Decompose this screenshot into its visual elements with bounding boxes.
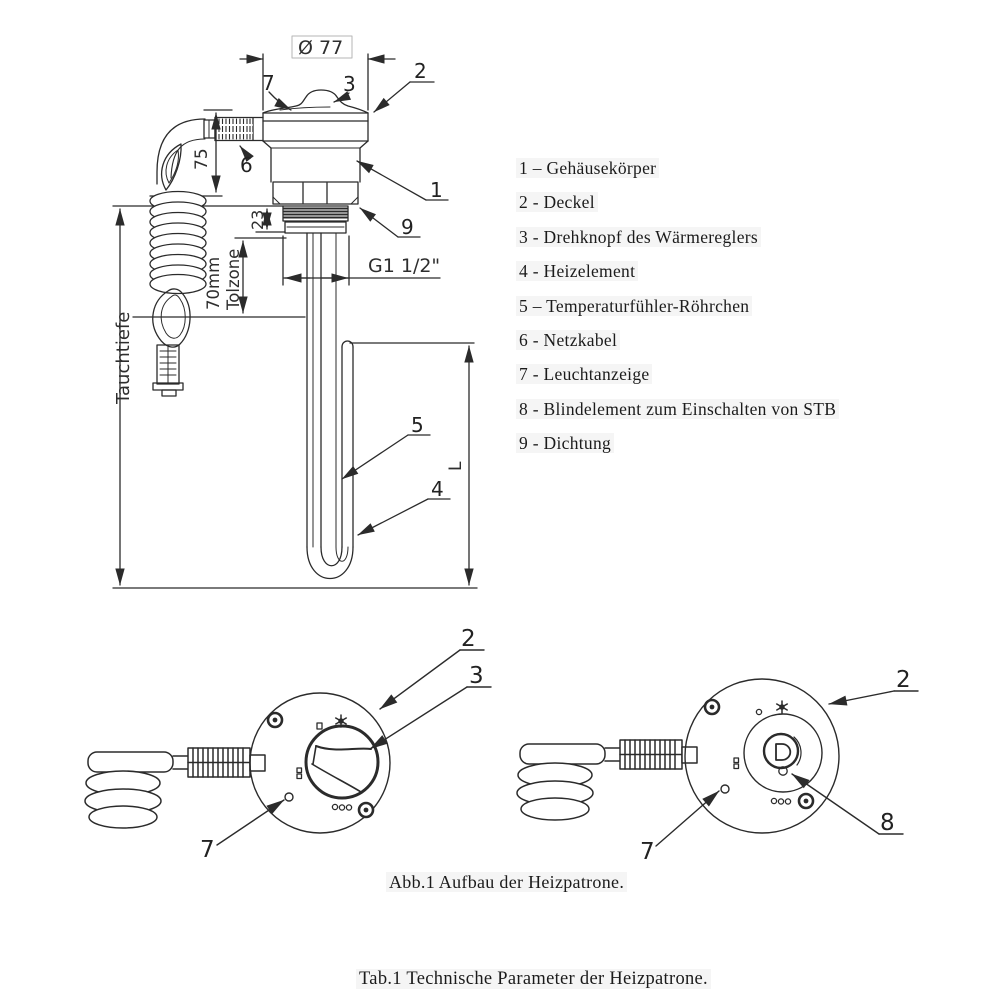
- legend-item-7: [516, 357, 839, 391]
- heater-side-view: [113, 36, 477, 588]
- callout-2-top: 2: [414, 59, 427, 83]
- dim-23-label: 23: [248, 209, 267, 230]
- thermostat-knob: [306, 726, 378, 798]
- figure-caption-text: Abb.1 Aufbau der Heizpatrone.: [386, 872, 627, 892]
- legend-item-9: [516, 426, 839, 460]
- callout-3-left-view: 3: [469, 663, 484, 689]
- led-indicator: [285, 793, 293, 801]
- callout-9: 9: [401, 215, 414, 239]
- led-indicator: [721, 785, 729, 793]
- legend-item-3: [516, 220, 839, 254]
- cable-gland: [204, 118, 263, 141]
- legend-item-5-text: 5 – Temperaturfühler-Röhrchen: [516, 296, 752, 316]
- legend-item-4: [516, 254, 839, 288]
- legend-item-7-text: 7 - Leuchtanzeige: [516, 364, 652, 384]
- figure-caption: [386, 872, 627, 893]
- callout-4: 4: [431, 477, 444, 501]
- bottom-view-no-knob: [517, 667, 918, 865]
- legend-item-8-text: 8 - Blindelement zum Einschalten von STB: [516, 399, 839, 419]
- table-caption-text: Tab.1 Technische Parameter der Heizpatrone.: [356, 969, 711, 989]
- housing-body: [263, 141, 368, 182]
- heating-element-tube: [307, 233, 353, 579]
- callout-leaders-left-view: [217, 650, 491, 845]
- knob-recess: [744, 714, 822, 792]
- dim-75-label: 75: [192, 148, 212, 170]
- legend-item-1-text: 1 – Gehäusekörper: [516, 158, 659, 178]
- dim-diameter-label: Ø 77: [298, 37, 344, 59]
- callout-7-top: 7: [262, 71, 275, 95]
- parts-legend: [516, 151, 839, 461]
- callout-8-right-view: 8: [880, 810, 895, 836]
- legend-item-6-text: 6 - Netzkabel: [516, 330, 620, 350]
- callout-5: 5: [411, 413, 424, 437]
- knob-pointer: [312, 746, 371, 792]
- cap-side: [263, 113, 368, 141]
- hex-nut: [273, 182, 358, 204]
- callout-3-top: 3: [343, 72, 356, 96]
- legend-item-8: [516, 392, 839, 426]
- legend-item-9-text: 9 - Dichtung: [516, 433, 614, 453]
- callout-2-left-view: 2: [461, 626, 476, 652]
- blind-element: [764, 734, 801, 775]
- legend-item-4-text: 4 - Heizelement: [516, 261, 638, 281]
- legend-item-3-text: 3 - Drehknopf des Wärmereglers: [516, 227, 761, 247]
- legend-item-2: [516, 185, 839, 219]
- callout-7-right-view: 7: [640, 839, 655, 865]
- callout-1: 1: [430, 178, 443, 202]
- table-caption: [356, 969, 711, 990]
- cable-plug-side: [153, 345, 183, 396]
- dim-tolzone-value: 70mm: [204, 256, 223, 310]
- dim-75: [150, 110, 232, 196]
- dim-tauchtiefe-label: Tauchtiefe: [113, 311, 134, 404]
- callout-7-left-view: 7: [200, 837, 215, 863]
- dim-L-label: L: [446, 461, 466, 471]
- seal: [283, 206, 348, 233]
- sensor-tube: [342, 341, 353, 547]
- legend-item-6: [516, 323, 839, 357]
- dim-tolzone-label: Tolzone: [224, 248, 243, 310]
- legend-item-5: [516, 289, 839, 323]
- legend-item-2-text: 2 - Deckel: [516, 192, 598, 212]
- dial-marks: [734, 709, 791, 804]
- callout-2-right-view: 2: [896, 667, 911, 693]
- dim-thread-label: G1 1/2": [368, 255, 441, 277]
- cable-coil: [150, 192, 206, 294]
- legend-item-1: [516, 151, 839, 185]
- callout-6: 6: [240, 153, 253, 177]
- bottom-view-knob: [85, 626, 491, 863]
